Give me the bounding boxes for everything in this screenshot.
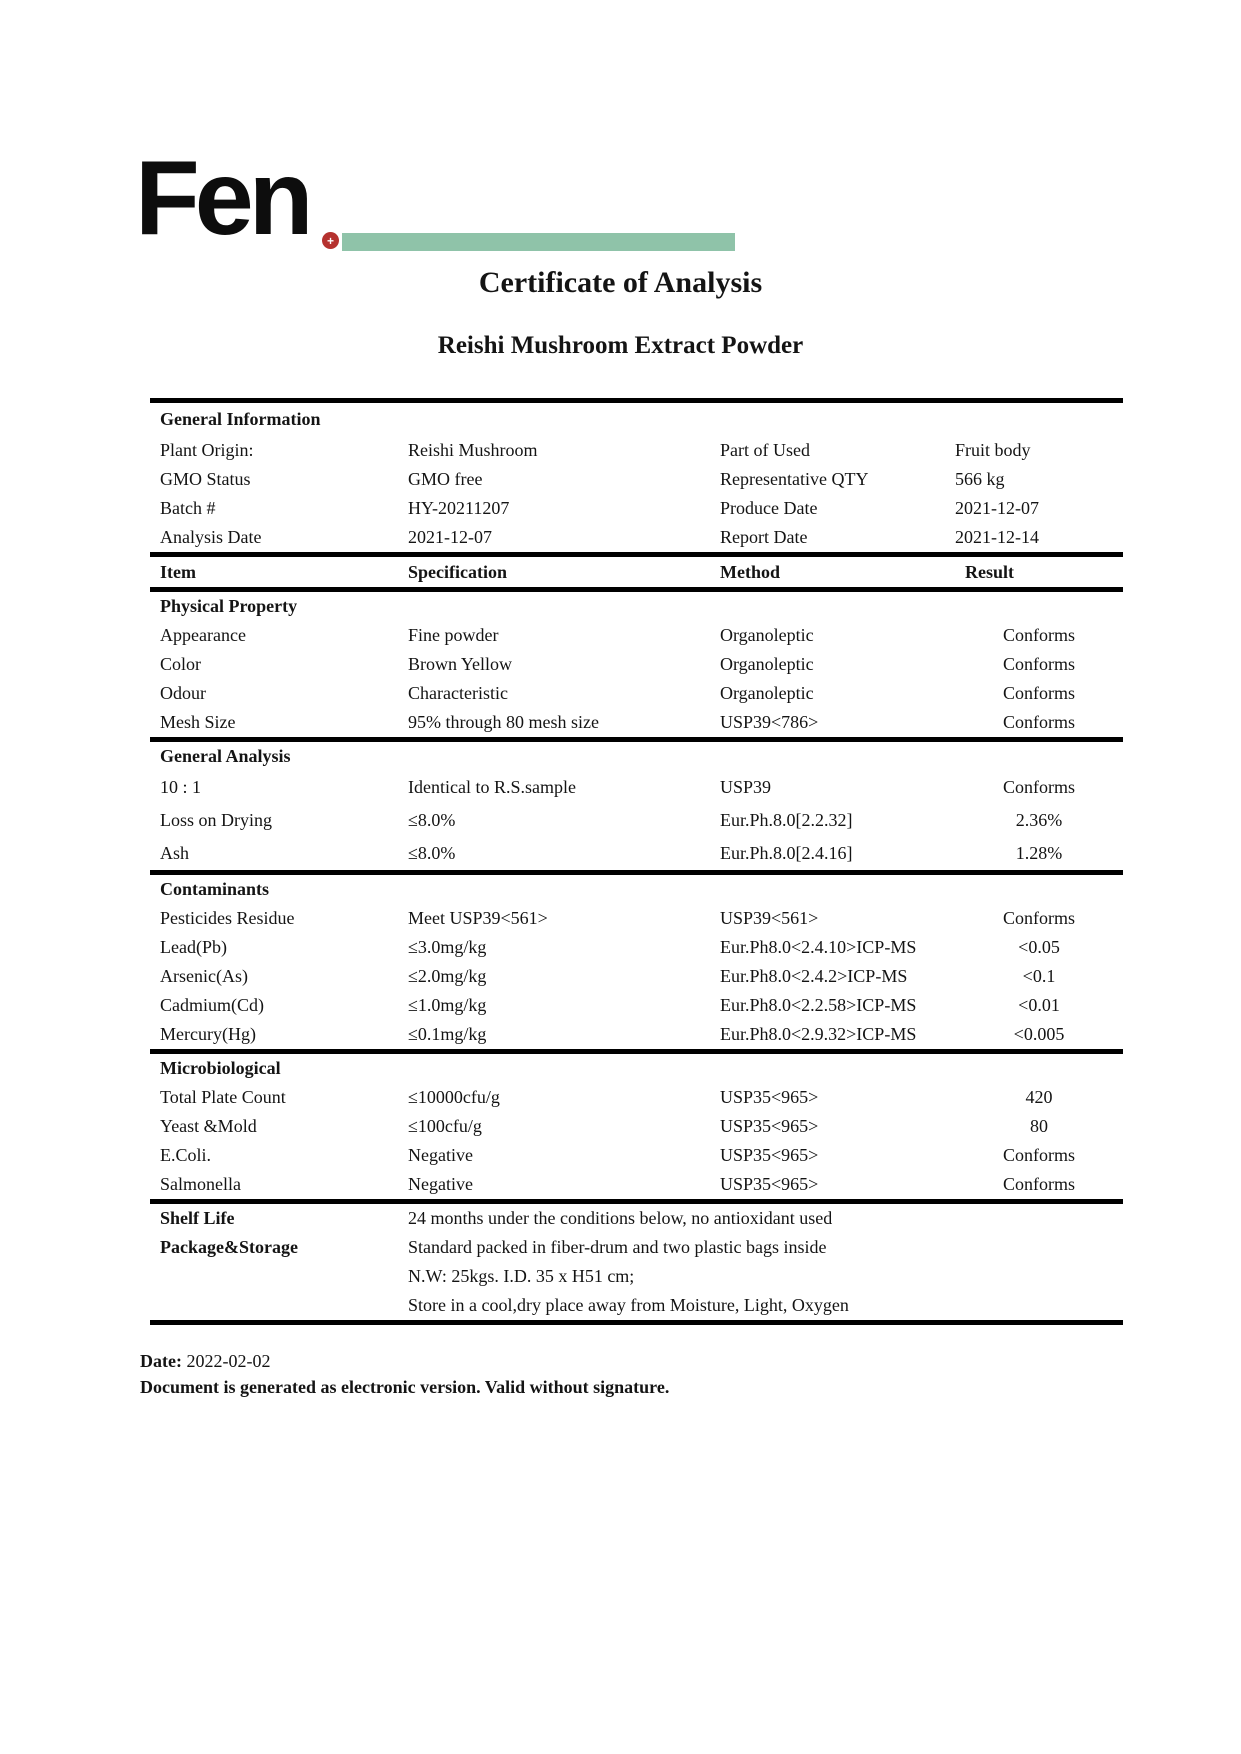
storage-row	[150, 1262, 1123, 1291]
cell-item: Mesh Size	[160, 712, 236, 732]
cell-method: Organoleptic	[720, 625, 814, 645]
table-row	[150, 771, 1123, 804]
table-row	[150, 650, 1123, 679]
info-value: Reishi Mushroom	[408, 440, 538, 460]
cell-item: E.Coli.	[160, 1145, 212, 1165]
cell-item: Total Plate Count	[160, 1087, 286, 1107]
date-value: 2022-02-02	[186, 1351, 271, 1371]
cell-specification: ≤2.0mg/kg	[408, 966, 487, 986]
column-header-method: Method	[720, 562, 780, 582]
cell-item: Mercury(Hg)	[160, 1024, 256, 1044]
cell-method: Eur.Ph8.0<2.9.32>ICP-MS	[720, 1024, 917, 1044]
info-value: 2021-12-14	[955, 527, 1039, 547]
section-heading: General Analysis	[160, 746, 291, 766]
cell-method: USP35<965>	[720, 1116, 819, 1136]
cell-result: <0.05	[1018, 937, 1060, 957]
storage-rows	[150, 1204, 1123, 1320]
logo-plus-icon: +	[322, 232, 339, 249]
cell-result: Conforms	[1003, 625, 1075, 645]
cell-item: Yeast &Mold	[160, 1116, 257, 1136]
info-label: GMO Status	[160, 469, 251, 489]
cell-result: Conforms	[1003, 654, 1075, 674]
table-row	[150, 804, 1123, 837]
cell-specification: Negative	[408, 1174, 473, 1194]
cell-item: Appearance	[160, 625, 246, 645]
info-label: Produce Date	[720, 498, 818, 518]
info-label: Analysis Date	[160, 527, 262, 547]
column-header-result: Result	[965, 562, 1014, 582]
info-value: 2021-12-07	[955, 498, 1039, 518]
logo-accent-bar	[342, 233, 735, 251]
table-row	[150, 962, 1123, 991]
cell-result: Conforms	[1003, 683, 1075, 703]
table-header-row	[150, 557, 1123, 587]
cell-result: Conforms	[1003, 1174, 1075, 1194]
cell-result: <0.1	[1022, 966, 1056, 986]
company-logo: Fen	[135, 139, 309, 257]
cell-result: 80	[1030, 1116, 1048, 1136]
cell-method: Eur.Ph8.0<2.2.58>ICP-MS	[720, 995, 917, 1015]
cell-method: USP35<965>	[720, 1174, 819, 1194]
info-value: Fruit body	[955, 440, 1031, 460]
general-info-row	[150, 494, 1123, 523]
general-info-row	[150, 523, 1123, 552]
cell-specification: ≤3.0mg/kg	[408, 937, 487, 957]
cell-specification: Negative	[408, 1145, 473, 1165]
cell-specification: Brown Yellow	[408, 654, 513, 674]
table-row	[150, 621, 1123, 650]
cell-specification: ≤8.0%	[408, 843, 456, 863]
cell-item: Cadmium(Cd)	[160, 995, 264, 1015]
cell-specification: Characteristic	[408, 683, 508, 703]
cell-specification: Identical to R.S.sample	[408, 777, 576, 797]
cell-method: USP39<561>	[720, 908, 819, 928]
cell-result: <0.005	[1013, 1024, 1065, 1044]
table-row	[150, 1020, 1123, 1049]
info-value: 2021-12-07	[408, 527, 492, 547]
cell-specification: ≤10000cfu/g	[408, 1087, 500, 1107]
storage-text: N.W: 25kgs. I.D. 35 x H51 cm;	[408, 1266, 635, 1286]
table-row	[150, 708, 1123, 737]
info-label: Representative QTY	[720, 469, 869, 489]
table-row	[150, 904, 1123, 933]
general-info-row	[150, 436, 1123, 465]
storage-label: Shelf Life	[160, 1208, 235, 1228]
cell-method: USP39<786>	[720, 712, 819, 732]
general-info-row	[150, 465, 1123, 494]
certificate-table	[150, 398, 1123, 1325]
cell-specification: ≤8.0%	[408, 810, 456, 830]
cell-specification: Meet USP39<561>	[408, 908, 548, 928]
storage-label	[150, 1291, 408, 1320]
cell-method: Organoleptic	[720, 683, 814, 703]
cell-method: Organoleptic	[720, 654, 814, 674]
storage-row	[150, 1204, 1123, 1233]
table-row	[150, 933, 1123, 962]
general-information-rows	[150, 436, 1123, 552]
cell-specification: ≤100cfu/g	[408, 1116, 482, 1136]
cell-method: USP35<965>	[720, 1087, 819, 1107]
cell-specification: Fine powder	[408, 625, 499, 645]
info-value: 566 kg	[955, 469, 1005, 489]
document-title: Certificate of Analysis	[478, 266, 763, 299]
cell-specification: ≤0.1mg/kg	[408, 1024, 487, 1044]
info-label: Batch #	[160, 498, 216, 518]
info-value: GMO free	[408, 469, 483, 489]
storage-row	[150, 1291, 1123, 1320]
cell-method: Eur.Ph8.0<2.4.10>ICP-MS	[720, 937, 917, 957]
cell-result: 420	[1025, 1087, 1053, 1107]
cell-item: Salmonella	[160, 1174, 241, 1194]
table-row	[150, 991, 1123, 1020]
storage-label	[150, 1262, 408, 1291]
cell-item: Pesticides Residue	[160, 908, 295, 928]
storage-text: 24 months under the conditions below, no antioxidant used	[408, 1208, 833, 1228]
cell-method: Eur.Ph.8.0[2.4.16]	[720, 843, 853, 863]
cell-item: Arsenic(As)	[160, 966, 248, 986]
storage-text: Store in a cool,dry place away from Moisture, Light, Oxygen	[408, 1295, 849, 1315]
date-label: Date:	[140, 1351, 182, 1371]
cell-item: Loss on Drying	[160, 810, 272, 830]
document-footer	[140, 1348, 669, 1400]
date-line	[140, 1348, 669, 1374]
table-row	[150, 1170, 1123, 1199]
storage-row	[150, 1233, 1123, 1262]
signature-note: Document is generated as electronic version. Valid without signature.	[140, 1377, 670, 1397]
cell-result: Conforms	[1003, 908, 1075, 928]
cell-result: 2.36%	[1015, 810, 1063, 830]
bottom-rule	[150, 1320, 1123, 1325]
table-row	[150, 837, 1123, 870]
analysis-sections	[150, 587, 1123, 1199]
section-heading: Contaminants	[160, 879, 270, 899]
cell-result: 1.28%	[1015, 843, 1063, 863]
cell-item: Lead(Pb)	[160, 937, 227, 957]
cell-item: Ash	[160, 843, 190, 863]
info-label: Report Date	[720, 527, 808, 547]
cell-item: 10 : 1	[160, 777, 202, 797]
cell-specification: 95% through 80 mesh size	[408, 712, 599, 732]
table-row	[150, 1112, 1123, 1141]
cell-method: USP35<965>	[720, 1145, 819, 1165]
table-row	[150, 1141, 1123, 1170]
info-label: Part of Used	[720, 440, 810, 460]
section-heading: Microbiological	[160, 1058, 281, 1078]
cell-item: Odour	[160, 683, 206, 703]
product-name: Reishi Mushroom Extract Powder	[437, 332, 804, 359]
table-row	[150, 679, 1123, 708]
cell-result: Conforms	[1003, 712, 1075, 732]
storage-text: Standard packed in fiber-drum and two plastic bags inside	[408, 1237, 827, 1257]
cell-method: Eur.Ph.8.0[2.2.32]	[720, 810, 853, 830]
general-information-heading: General Information	[160, 409, 321, 429]
storage-label: Package&Storage	[160, 1237, 298, 1257]
section-heading: Physical Property	[160, 596, 298, 616]
column-header-specification: Specification	[408, 562, 507, 582]
cell-result: <0.01	[1018, 995, 1060, 1015]
cell-item: Color	[160, 654, 202, 674]
cell-specification: ≤1.0mg/kg	[408, 995, 487, 1015]
column-header-item: Item	[160, 562, 196, 582]
info-value: HY-20211207	[408, 498, 510, 518]
table-row	[150, 1083, 1123, 1112]
info-label: Plant Origin:	[160, 440, 254, 460]
cell-method: Eur.Ph8.0<2.4.2>ICP-MS	[720, 966, 908, 986]
cell-result: Conforms	[1003, 777, 1075, 797]
cell-result: Conforms	[1003, 1145, 1075, 1165]
cell-method: USP39	[720, 777, 772, 797]
